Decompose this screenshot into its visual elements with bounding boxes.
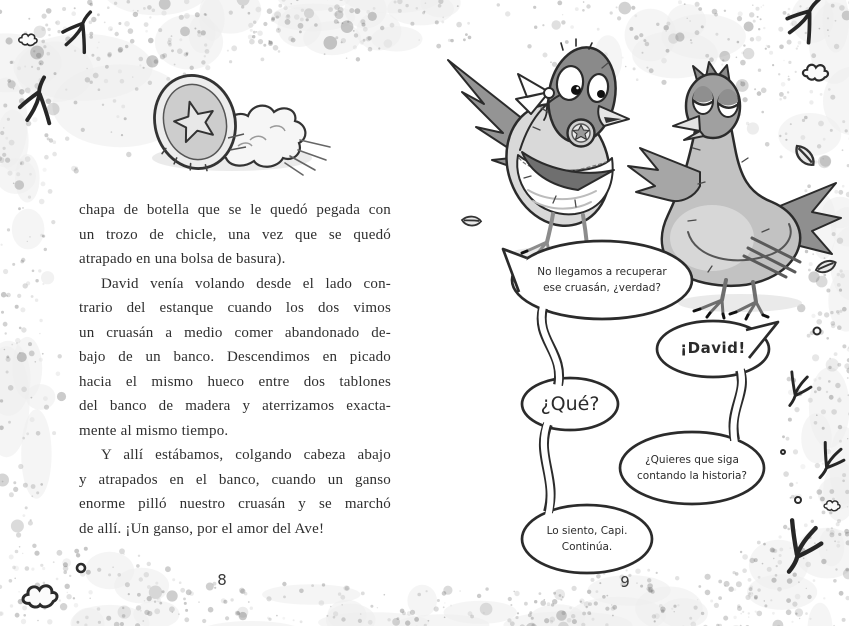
text-line: del banco de madera y aterrizamos exacta- xyxy=(79,398,391,414)
text-line: Y allí estábamos, colgando cabeza abajo xyxy=(101,447,391,463)
text-line: mente al mismo tiempo. xyxy=(79,422,229,439)
paragraph-2 xyxy=(79,272,391,444)
pigeon-capi-illustration xyxy=(448,39,629,264)
page-number-right: 9 xyxy=(620,573,630,591)
text-line: hacia el mismo hueco entre dos tablones xyxy=(79,373,391,390)
speech-bubble-lo-siento: Lo siento, Capi. Continúa. xyxy=(546,525,628,553)
speech-bubble-capi-1: No llegamos a recuperar ese cruasán, ¿verdad? xyxy=(537,266,667,294)
bottle-cap-illustration xyxy=(144,66,330,180)
text-line: bajo de un banco. Descendimos en picado xyxy=(79,349,391,365)
text-line: un cruasán a medio comer abandonado de- xyxy=(79,324,391,341)
text-line: enorme pilló nuestro cruasán y se marchó xyxy=(79,496,391,512)
speech-bubble-david: ¡David! xyxy=(680,339,746,357)
speech-bubble-que: ¿Qué? xyxy=(540,393,600,415)
text-line: trario del estanque cuando los dos vimos xyxy=(79,300,391,316)
text-line: David venía volando desde el lado con- xyxy=(101,275,391,292)
text-line: chapa de botella que se le quedó pegada con xyxy=(79,202,391,218)
page-number-left: 8 xyxy=(217,571,227,589)
speech-bubble-quieres: ¿Quieres que siga contando la historia? xyxy=(637,454,747,482)
text-line: un trozo de chicle, una vez que se quedó xyxy=(79,226,391,243)
paragraph-1 xyxy=(79,198,391,272)
paragraph-3 xyxy=(79,443,391,541)
left-page-text xyxy=(79,198,391,541)
text-line: y atrapados en el banco, cuando un ganso xyxy=(79,471,391,488)
text-line: atrapado en una bolsa de basura). xyxy=(79,251,286,267)
text-line: de allí. ¡Un ganso, por el amor del Ave! xyxy=(79,520,325,537)
